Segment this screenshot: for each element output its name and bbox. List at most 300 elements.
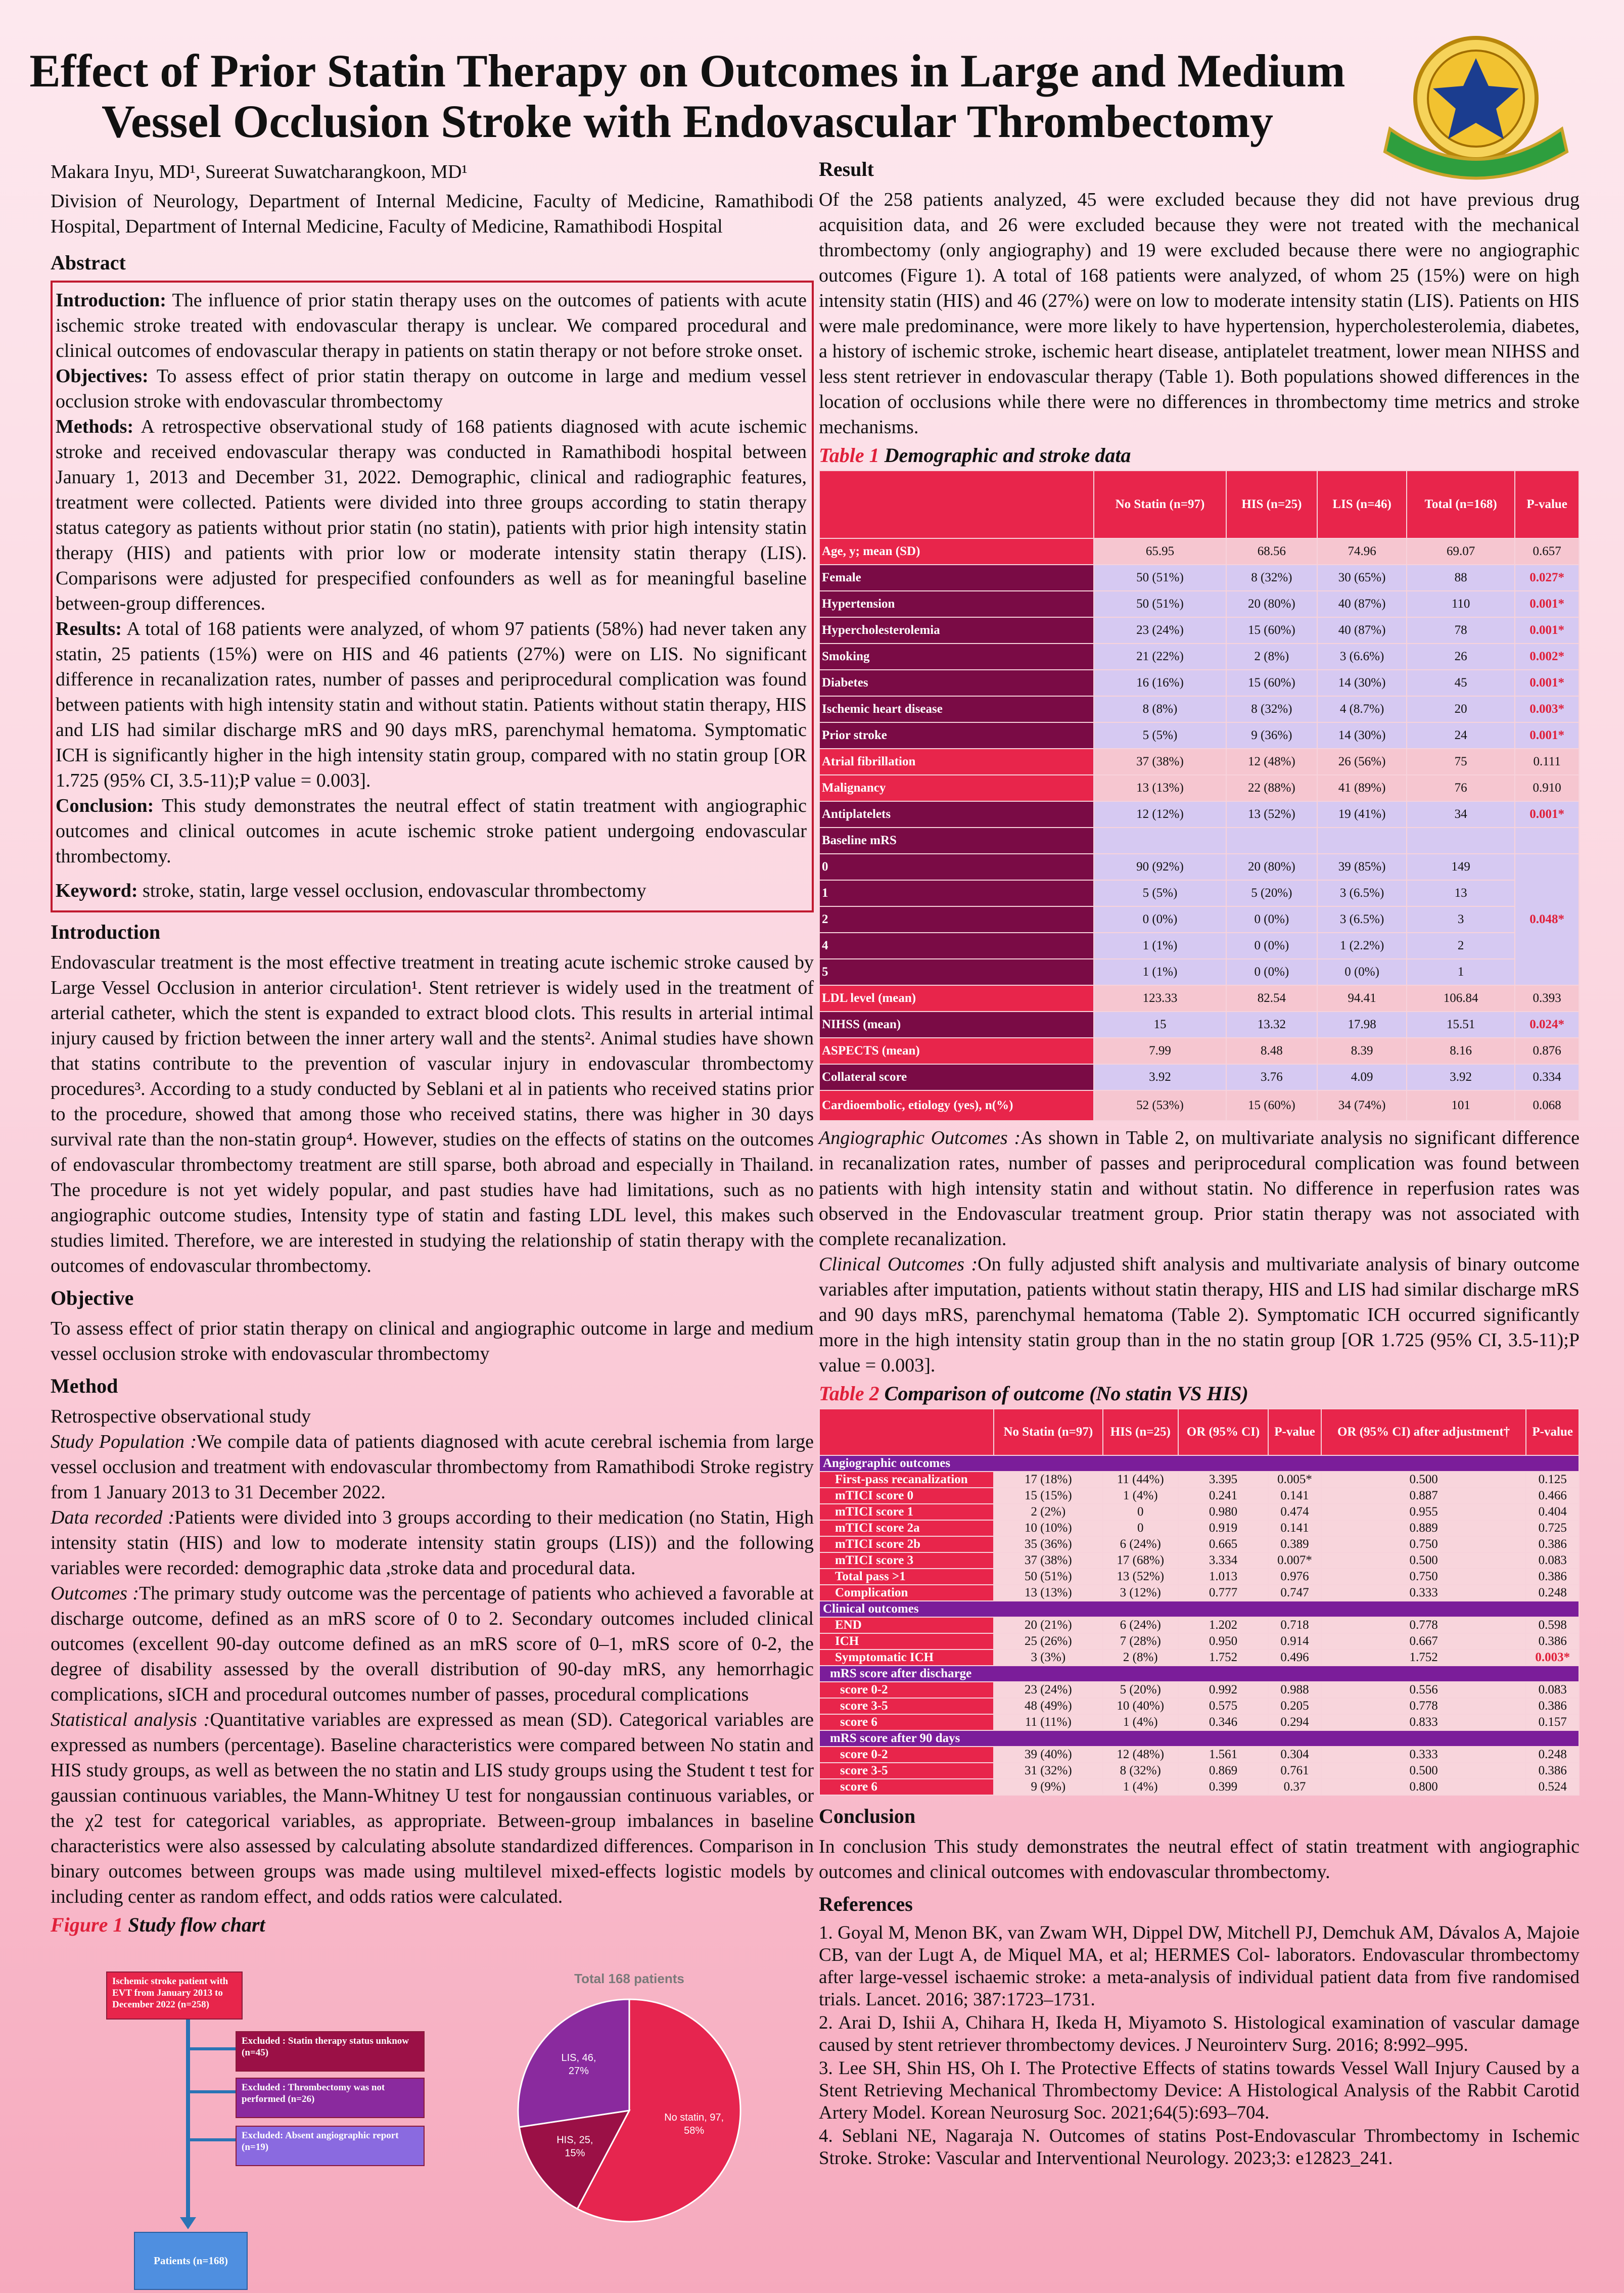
section-title: mRS score after discharge (819, 1666, 1579, 1682)
table-row (819, 801, 1579, 828)
table-cell: 16 (16%) (1094, 670, 1226, 696)
table-cell: 39 (40%) (994, 1747, 1103, 1763)
table-row (819, 1682, 1579, 1698)
table2-header-cell: P-value (1526, 1409, 1579, 1455)
table-cell: 15 (60%) (1226, 670, 1318, 696)
row-label: mTICI score 2a (819, 1520, 994, 1536)
row-label: Baseline mRS (819, 828, 1094, 854)
table-cell: 24 (1407, 722, 1515, 749)
table-cell: 3 (1407, 906, 1515, 933)
table-cell: 3 (6.5%) (1317, 880, 1407, 906)
table-cell: 0 (0%) (1226, 906, 1318, 933)
introduction-text: Endovascular treatment is the most effective treatment in treating acute ischemic stroke caused by Large Vessel Occlusion in anterior circulation¹. Stent retriever is widely used in the treatment of arterial catheter, which the stent is expanded to extract blood clots. This results in arterial intimal injury caused by friction between the inner artery wall and the stents². Animal studies have shown that statins contribute to the prevention of vascular injury in endovascular thrombectomy procedures³. According to a study conducted by Seblani et al in patients who received statins prior to the procedure, showed that among those who received statins, there was higher in 30 days survival rate than the non-statin group⁴. However, studies on the effects of statins on the outcomes of endovascular thrombectomy treatment are still sparse, both abroad and especially in Thailand. The procedure is not yet widely popular, and past studies have had limitations, such as no angiographic outcome studies, Intensity type of statin and fasting LDL level, this makes such studies limited. Therefore, we are interested in studying the relationship of statin therapy with the outcomes of endovascular thrombectomy. (51, 952, 814, 1276)
right-column (819, 157, 1580, 2171)
table-cell: 0.976 (1268, 1569, 1321, 1585)
row-label: First-pass recanalization (819, 1472, 994, 1488)
row-label: END (819, 1617, 994, 1633)
table-cell: 50 (51%) (1094, 565, 1226, 591)
abstract-results: Results: A total of 168 patients were analyzed, of whom 97 patients (58%) had never taken any statin, 25 patients (15%) were on HIS and 46 patients (27%) were on LIS. No significant difference in recanalization rates, number of passes and periprocedural complication was found between patients with high intensity statin and without statin. Patients without statin therapy, HIS and LIS had similar discharge mRS and 90 days mRS, parenchymal hematoma. Symptomatic ICH is significantly higher in the high intensity statin group, compared with no statin group [OR 1.725 (95% CI, 3.5-11);P value = 0.003]. (56, 618, 807, 791)
p-value-cell: 0.003* (1526, 1649, 1579, 1666)
table-cell: 13 (1407, 880, 1515, 906)
table-row (819, 1552, 1579, 1569)
abstract-conclusion: Conclusion: This study demonstrates the neutral effect of statin treatment with angiographic outcomes and clinical outcomes in acute ischemic stroke patient undergoing endovascular thrombectomy. (56, 795, 807, 867)
table1-header-cell: HIS (n=25) (1226, 471, 1318, 538)
table-cell: 3 (6.6%) (1317, 644, 1407, 670)
table-cell: 0.141 (1268, 1488, 1321, 1504)
table-cell: 68.56 (1226, 538, 1318, 565)
table-row (819, 591, 1579, 617)
flow-excluded-statin-box: Excluded : Statin therapy status unknow (n=45) (236, 2031, 425, 2072)
flow-start-box: Ischemic stroke patient with EVT from January 2013 to December 2022 (n=258) (106, 1971, 243, 2020)
table-cell: 17 (18%) (994, 1472, 1103, 1488)
table-cell: 20 (21%) (994, 1617, 1103, 1633)
table2-header-cell: HIS (n=25) (1103, 1409, 1178, 1455)
table-cell: 17.98 (1317, 1012, 1407, 1038)
table-row (819, 775, 1579, 801)
table-cell: 0.955 (1321, 1504, 1526, 1520)
table-cell: 0.007* (1268, 1552, 1321, 1569)
table-row (819, 1585, 1579, 1601)
table-row (819, 959, 1579, 985)
table-cell: 0.667 (1321, 1633, 1526, 1649)
row-label: 5 (819, 959, 1094, 985)
table-cell: 88 (1407, 565, 1515, 591)
table-cell: 3 (6.5%) (1317, 906, 1407, 933)
table-cell: 0.887 (1321, 1488, 1526, 1504)
flow-branch-1 (190, 2047, 236, 2050)
table-cell: 8.39 (1317, 1038, 1407, 1064)
table-cell: 78 (1407, 617, 1515, 644)
table-row (819, 1698, 1579, 1714)
table-cell: 20 (80%) (1226, 854, 1318, 880)
left-column (51, 159, 814, 1940)
row-label: Atrial fibrillation (819, 749, 1094, 775)
table1-caption: Table 1 Demographic and stroke data (819, 444, 1131, 467)
table-cell: 12 (12%) (1094, 801, 1226, 828)
row-label: score 3-5 (819, 1763, 994, 1779)
p-value-cell: 0.157 (1526, 1714, 1579, 1730)
table-cell: 0.800 (1321, 1779, 1526, 1795)
table1-header-cell: No Statin (n=97) (1094, 471, 1226, 538)
table-cell: 50 (51%) (994, 1569, 1103, 1585)
row-label: Hypercholesterolemia (819, 617, 1094, 644)
flow-branch-3 (190, 2138, 236, 2141)
table-row (819, 1064, 1579, 1090)
p-value-cell: 0.024* (1515, 1012, 1579, 1038)
table-cell: 26 (56%) (1317, 749, 1407, 775)
row-label: Hypertension (819, 591, 1094, 617)
pie-label: No statin, 97, 58% (664, 2112, 724, 2136)
abstract-methods: Methods: A retrospective observational study of 168 patients diagnosed with acute ischemic stroke and received endovascular therapy was conducted in Ramathibodi hospital between January 1, 2013 and December 31, 2022. Demographic, clinical and radiographic features, treatment were collected. Patients were divided into three groups according to statin therapy status category as patients without prior statin (no statin), patients with prior high intensity statin therapy (HIS) and patients with prior low or moderate intensity statin therapy (LIS). Comparisons were adjusted for prespecified confounders as well as for meaningful baseline between-group differences. (56, 416, 807, 614)
row-label: 4 (819, 933, 1094, 959)
table-cell: 0 (0%) (1094, 906, 1226, 933)
introduction-heading: Introduction (51, 921, 161, 943)
table-cell: 40 (87%) (1317, 617, 1407, 644)
table-cell: 10 (10%) (994, 1520, 1103, 1536)
table-row (819, 1520, 1579, 1536)
table-row (819, 1504, 1579, 1520)
table-cell: 75 (1407, 749, 1515, 775)
row-label: Ischemic heart disease (819, 696, 1094, 722)
table-cell (1226, 828, 1318, 854)
table-row (819, 880, 1579, 906)
table-cell: 20 (80%) (1226, 591, 1318, 617)
table-cell: 34 (1407, 801, 1515, 828)
table-cell: 13 (52%) (1103, 1569, 1178, 1585)
table-cell: 0.500 (1321, 1552, 1526, 1569)
table-cell (1515, 828, 1579, 854)
row-label: ICH (819, 1633, 994, 1649)
table-cell: 0.750 (1321, 1569, 1526, 1585)
table-cell: 3.92 (1094, 1064, 1226, 1090)
table-cell: 0.761 (1268, 1763, 1321, 1779)
row-label: 2 (819, 906, 1094, 933)
table-row (819, 1569, 1579, 1585)
table-section-row (819, 1455, 1579, 1472)
table-cell: 1 (1407, 959, 1515, 985)
table-row (819, 1779, 1579, 1795)
table-cell: 45 (1407, 670, 1515, 696)
authors: Makara Inyu, MD¹, Sureerat Suwatcharangkoon, MD¹ (51, 161, 468, 182)
pie-label: LIS, 46, 27% (561, 2052, 596, 2077)
table-row (819, 538, 1579, 565)
row-label: score 0-2 (819, 1682, 994, 1698)
table-cell (1407, 828, 1515, 854)
reference-item: 4. Seblani NE, Nagaraja N. Outcomes of statins Post-Endovascular Thrombectomy in Ischemic Stroke. Stroke: Vascular and Interventional Neurology. 2023;3: e12823_241. (819, 2126, 1580, 2169)
table-cell: 12 (48%) (1226, 749, 1318, 775)
table-cell: 34 (74%) (1317, 1090, 1407, 1121)
table-section-row (819, 1730, 1579, 1747)
table2-header-cell (819, 1409, 994, 1455)
table2-header-cell: P-value (1268, 1409, 1321, 1455)
angiographic-outcomes-text: Angiographic Outcomes :As shown in Table 2, on multivariate analysis no significant difference in recanalization rates, number of passes and periprocedural complication was found between patients with high intensity statin and without statin. No difference in reperfusion rates was observed in the Endovascular treatment group. Prior statin therapy was not associated with complete recanalization. (819, 1127, 1580, 1250)
table-cell: 0.389 (1268, 1536, 1321, 1552)
p-value-cell: 0.404 (1526, 1504, 1579, 1520)
flow-excluded-angiographic-box: Excluded: Absent angiographic report (n=19) (236, 2126, 425, 2166)
table-cell: 74.96 (1317, 538, 1407, 565)
table-section-row (819, 1601, 1579, 1617)
reference-item: 3. Lee SH, Shin HS, Oh I. The Protective Effects of statins towards Vessel Wall Injury Caused by a Stent Retrieving Mechanical Thrombectomy Device: A Histological Analysis of the Rabbit Carotid Artery Model. Korean Neurosurg Soc. 2021;64(5):693–704. (819, 2058, 1580, 2123)
row-label: score 6 (819, 1779, 994, 1795)
p-value-cell: 0.386 (1526, 1536, 1579, 1552)
table-cell: 1 (2.2%) (1317, 933, 1407, 959)
table-cell: 25 (26%) (994, 1633, 1103, 1649)
p-value-cell: 0.876 (1515, 1038, 1579, 1064)
p-value-cell: 0.003* (1515, 696, 1579, 722)
table-cell: 0.575 (1178, 1698, 1268, 1714)
abstract-introduction: Introduction: The influence of prior statin therapy uses on the outcomes of patients with acute ischemic stroke treated with endovascular therapy is unclear. We compared procedural and clinical outcomes of endovascular therapy in patients on statin therapy or not before stroke onset. (56, 290, 807, 361)
table-cell: 23 (24%) (1094, 617, 1226, 644)
table-cell: 3 (12%) (1103, 1585, 1178, 1601)
reference-item: 2. Arai D, Ishii A, Chihara H, Ikeda H, Miyamoto S. Histological examination of vascular damage caused by stent retriever thrombectomy devices. J Neurointerv Surg. 2016; 8:992–995. (819, 2012, 1580, 2055)
table-cell: 37 (38%) (994, 1552, 1103, 1569)
table-cell: 11 (44%) (1103, 1472, 1178, 1488)
section-title: Angiographic outcomes (819, 1455, 1579, 1472)
table-cell: 4.09 (1317, 1064, 1407, 1090)
table-row (819, 1714, 1579, 1730)
table-cell: 0.500 (1321, 1472, 1526, 1488)
p-value-cell: 0.068 (1515, 1090, 1579, 1121)
p-value-cell: 0.001* (1515, 801, 1579, 828)
table-cell: 0.333 (1321, 1747, 1526, 1763)
method-data: Data recorded :Patients were divided into 3 groups according to their medication (no Statin, High intensity statin (HIS) and low to moderate intensity statin groups (LIS)) and the following variables were recorded: demographic data ,stroke data and procedural data. (51, 1507, 814, 1579)
table-cell: 9 (9%) (994, 1779, 1103, 1795)
row-label: Symptomatic ICH (819, 1649, 994, 1666)
table-row (819, 828, 1579, 854)
table-cell: 23 (24%) (994, 1682, 1103, 1698)
table-cell: 3.76 (1226, 1064, 1318, 1090)
table-cell: 3 (3%) (994, 1649, 1103, 1666)
abstract-objectives: Objectives: To assess effect of prior statin therapy on outcome in large and medium vessel occlusion stroke with endovascular thrombectomy (56, 365, 807, 412)
abstract-box (51, 281, 814, 912)
table-row (819, 617, 1579, 644)
p-value-cell: 0.001* (1515, 591, 1579, 617)
table-cell: 1.752 (1321, 1649, 1526, 1666)
outcome-comparison-table (819, 1408, 1580, 1796)
table-cell: 90 (92%) (1094, 854, 1226, 880)
p-value-cell: 0.334 (1515, 1064, 1579, 1090)
row-label: mTICI score 1 (819, 1504, 994, 1520)
p-value-cell: 0.248 (1526, 1747, 1579, 1763)
title-line-1: Effect of Prior Statin Therapy on Outcomes in Large and Medium (29, 45, 1345, 97)
table-cell: 4 (8.7%) (1317, 696, 1407, 722)
table-row (819, 1617, 1579, 1633)
method-outcomes: Outcomes :The primary study outcome was the percentage of patients who achieved a favorable at discharge outcome, defined as an mRS score of 0 to 2. Secondary outcomes included clinical outcomes (excellent 90-day outcome defined as an mRS score of 0–1, mRS score of 0-2, the degree of disability assessed by the overall distribution of 90-day mRS, any hemorrhagic complications, sICH and procedural outcomes number of passes, procedural complications (51, 1583, 814, 1705)
table-cell: 0.980 (1178, 1504, 1268, 1520)
table-cell: 8 (8%) (1094, 696, 1226, 722)
reference-item: 1. Goyal M, Menon BK, van Zwam WH, Dippel DW, Mitchell PJ, Demchuk AM, Dávalos A, Majoie CB, van der Lugt A, de Miquel MA, et al; HERMES Col- laborators. Endovascular thrombectomy after large-vessel ischaemic stroke: a meta-analysis of individual patient data from five randomised trials. Lancet. 2016; 387:1723–1731. (819, 1922, 1580, 2010)
p-value-cell: 0.083 (1526, 1682, 1579, 1698)
method-statistics: Statistical analysis :Quantitative variables are expressed as mean (SD). Categorical variables are expressed as numbers (percentage). Baseline characteristics were compared between No statin and HIS study groups, as well as between the no statin and LIS study groups using the Student t test for gaussian continuous variables, the Mann-Whitney U test for nongaussian continuous variables, or the χ2 test for categorical variables, as appropriate. Between-group imbalances in baseline characteristics were also assessed by calculating absolute standardized differences. Comparison in binary outcomes between groups was made using multilevel mixed-effects logistic models by including center as random effect, and odds ratios were calculated. (51, 1709, 814, 1907)
table-cell: 110 (1407, 591, 1515, 617)
table-cell: 14 (30%) (1317, 670, 1407, 696)
table-cell: 21 (22%) (1094, 644, 1226, 670)
table-cell: 1.561 (1178, 1747, 1268, 1763)
table-row (819, 1038, 1579, 1064)
table-cell: 11 (11%) (994, 1714, 1103, 1730)
table-cell: 35 (36%) (994, 1536, 1103, 1552)
table-row (819, 1488, 1579, 1504)
table-cell (1317, 828, 1407, 854)
references-heading: References (819, 1893, 913, 1915)
method-design: Retrospective observational study (51, 1406, 311, 1427)
table2-header-cell: No Statin (n=97) (994, 1409, 1103, 1455)
table-cell (1094, 828, 1226, 854)
table-cell: 6 (24%) (1103, 1617, 1178, 1633)
table-cell: 94.41 (1317, 985, 1407, 1012)
p-value-cell: 0.393 (1515, 985, 1579, 1012)
table-cell: 19 (41%) (1317, 801, 1407, 828)
row-label: Cardioembolic, etiology (yes), n(%) (819, 1090, 1094, 1121)
table-cell: 0.869 (1178, 1763, 1268, 1779)
table-cell: 15 (60%) (1226, 617, 1318, 644)
flow-end-box: Patients (n=168) (134, 2232, 248, 2290)
table-section-row (819, 1666, 1579, 1682)
study-flow-chart (51, 1971, 814, 2267)
flow-trunk-line (186, 2020, 190, 2219)
table-cell: 0.889 (1321, 1520, 1526, 1536)
table-cell: 14 (30%) (1317, 722, 1407, 749)
p-value-cell: 0.083 (1526, 1552, 1579, 1569)
table-cell: 3.334 (1178, 1552, 1268, 1569)
result-text: Of the 258 patients analyzed, 45 were excluded because they did not have previous drug acquisition data, and 26 were excluded because they were not treated with the mechanical thrombectomy (only angiography) and 19 were excluded because there were no angiographic outcomes (Figure 1). A total of 168 patients were analyzed, of whom 25 (15%) were on high intensity statin (HIS) and 46 (27%) were on low to moderate intensity statin (LIS). Patients on HIS were male predominance, were more likely to have hypertension, hypercholesterolemia, diabetes, a history of ischemic stroke, ischemic heart disease, antiplatelet treatment, lower mean NIHSS and less stent retriever in endovascular therapy (Table 1). Both populations showed differences in the location of occlusions while there were no differences in thrombectomy time metrics and stroke mechanisms. (819, 189, 1580, 438)
table-cell: 0.665 (1178, 1536, 1268, 1552)
p-value-cell: 0.386 (1526, 1569, 1579, 1585)
table-cell: 20 (1407, 696, 1515, 722)
row-label: mTICI score 2b (819, 1536, 994, 1552)
table-cell: 76 (1407, 775, 1515, 801)
table-cell: 0.346 (1178, 1714, 1268, 1730)
p-value-cell: 0.027* (1515, 565, 1579, 591)
table-cell: 2 (2%) (994, 1504, 1103, 1520)
table-cell: 0.37 (1268, 1779, 1321, 1795)
table-cell: 8 (32%) (1103, 1763, 1178, 1779)
table-cell: 1 (1%) (1094, 959, 1226, 985)
affiliation: Division of Neurology, Department of Internal Medicine, Faculty of Medicine, Ramathibodi Hospital, Department of Internal Medicine, Faculty of Medicine, Ramathibodi Hospital (51, 191, 814, 237)
table2-caption: Table 2 Comparison of outcome (No statin VS HIS) (819, 1382, 1248, 1405)
table-cell: 13 (13%) (1094, 775, 1226, 801)
table-row (819, 1649, 1579, 1666)
table-cell: 15 (15%) (994, 1488, 1103, 1504)
table1-header-cell: LIS (n=46) (1317, 471, 1407, 538)
table-cell: 5 (20%) (1103, 1682, 1178, 1698)
table-cell: 0 (0%) (1226, 959, 1318, 985)
table-cell: 69.07 (1407, 538, 1515, 565)
p-value-cell: 0.386 (1526, 1698, 1579, 1714)
table-row (819, 985, 1579, 1012)
table-cell: 1.752 (1178, 1649, 1268, 1666)
table-cell: 1 (1%) (1094, 933, 1226, 959)
table-cell: 8.16 (1407, 1038, 1515, 1064)
table-cell: 0.750 (1321, 1536, 1526, 1552)
figure1-caption: Figure 1 Study flow chart (51, 1913, 265, 1936)
table-row (819, 1633, 1579, 1649)
table-cell: 1 (4%) (1103, 1714, 1178, 1730)
row-label: score 6 (819, 1714, 994, 1730)
result-heading: Result (819, 158, 874, 180)
references-list (819, 1922, 1580, 2170)
table-row (819, 1090, 1579, 1121)
table-cell: 0 (1103, 1504, 1178, 1520)
table-cell: 50 (51%) (1094, 591, 1226, 617)
table-cell: 82.54 (1226, 985, 1318, 1012)
table-cell: 13 (52%) (1226, 801, 1318, 828)
p-value-cell: 0.002* (1515, 644, 1579, 670)
table-row (819, 670, 1579, 696)
flow-arrow-head (180, 2217, 196, 2229)
section-title: Clinical outcomes (819, 1601, 1579, 1617)
table-cell: 101 (1407, 1090, 1515, 1121)
table2-header-cell: OR (95% CI) after adjustment† (1321, 1409, 1526, 1455)
table-cell: 65.95 (1094, 538, 1226, 565)
row-label: Total pass >1 (819, 1569, 994, 1585)
p-value-cell: 0.725 (1526, 1520, 1579, 1536)
table-cell: 7 (28%) (1103, 1633, 1178, 1649)
table-cell: 12 (48%) (1103, 1747, 1178, 1763)
table-cell: 0.205 (1268, 1698, 1321, 1714)
table-cell: 8 (32%) (1226, 696, 1318, 722)
title-line-2: Vessel Occlusion Stroke with Endovascular Thrombectomy (101, 96, 1274, 147)
table-cell: 0.988 (1268, 1682, 1321, 1698)
table-cell: 1.013 (1178, 1569, 1268, 1585)
table-cell: 0.833 (1321, 1714, 1526, 1730)
table-row (819, 1536, 1579, 1552)
table-cell: 0 (0%) (1317, 959, 1407, 985)
row-label: Smoking (819, 644, 1094, 670)
p-value-cell: 0.657 (1515, 538, 1579, 565)
table-cell: 0.496 (1268, 1649, 1321, 1666)
row-label: Malignancy (819, 775, 1094, 801)
row-label: Prior stroke (819, 722, 1094, 749)
table-cell: 0.333 (1321, 1585, 1526, 1601)
table-cell: 0 (0%) (1226, 933, 1318, 959)
p-value-cell: 0.386 (1526, 1763, 1579, 1779)
table-cell: 3.395 (1178, 1472, 1268, 1488)
table-cell: 40 (87%) (1317, 591, 1407, 617)
table-cell: 26 (1407, 644, 1515, 670)
table-cell: 6 (24%) (1103, 1536, 1178, 1552)
table-row (819, 1763, 1579, 1779)
p-value-cell: 0.001* (1515, 617, 1579, 644)
p-value-cell: 0.524 (1526, 1779, 1579, 1795)
table-cell: 0.777 (1178, 1585, 1268, 1601)
table-cell: 0.005* (1268, 1472, 1321, 1488)
table-cell: 15 (60%) (1226, 1090, 1318, 1121)
table-row (819, 906, 1579, 933)
table-cell: 37 (38%) (1094, 749, 1226, 775)
p-value-cell: 0.598 (1526, 1617, 1579, 1633)
demographic-table (819, 470, 1580, 1121)
table-cell: 0.778 (1321, 1617, 1526, 1633)
row-label: LDL level (mean) (819, 985, 1094, 1012)
p-value-cell: 0.001* (1515, 670, 1579, 696)
table-cell: 0.914 (1268, 1633, 1321, 1649)
table-cell: 0.399 (1178, 1779, 1268, 1795)
table-cell: 2 (1407, 933, 1515, 959)
table-cell: 0.141 (1268, 1520, 1321, 1536)
table-cell: 13 (13%) (994, 1585, 1103, 1601)
table-cell: 13.32 (1226, 1012, 1318, 1038)
p-value-cell: 0.001* (1515, 722, 1579, 749)
table-cell: 3.92 (1407, 1064, 1515, 1090)
table-cell: 149 (1407, 854, 1515, 880)
table-cell: 8 (32%) (1226, 565, 1318, 591)
table-cell: 31 (32%) (994, 1763, 1103, 1779)
table-cell: 7.99 (1094, 1038, 1226, 1064)
table-cell: 48 (49%) (994, 1698, 1103, 1714)
row-label: score 3-5 (819, 1698, 994, 1714)
table-row (819, 933, 1579, 959)
table-cell: 5 (5%) (1094, 880, 1226, 906)
row-label: Collateral score (819, 1064, 1094, 1090)
table1-header-cell (819, 471, 1094, 538)
table2-header-cell: OR (95% CI) (1178, 1409, 1268, 1455)
table-cell: 22 (88%) (1226, 775, 1318, 801)
method-heading: Method (51, 1374, 118, 1397)
row-label: Complication (819, 1585, 994, 1601)
table-cell: 15 (1094, 1012, 1226, 1038)
table-row (819, 722, 1579, 749)
table-cell: 0 (1103, 1520, 1178, 1536)
p-value-cell: 0.111 (1515, 749, 1579, 775)
p-value-cell: 0.910 (1515, 775, 1579, 801)
table-cell: 30 (65%) (1317, 565, 1407, 591)
row-label: Diabetes (819, 670, 1094, 696)
table-cell: 123.33 (1094, 985, 1226, 1012)
table-cell: 8.48 (1226, 1038, 1318, 1064)
clinical-outcomes-text: Clinical Outcomes :On fully adjusted shift analysis and multivariate analysis of binary outcome variables after imputation, patients without statin therapy, HIS and LIS had similar discharge mRS and 90 days mRS, parenchymal hematoma (Table 2). Symptomatic ICH occurred significantly more in the high intensity statin group than in the no statin group [OR 1.725 (95% CI, 3.5-11);P value = 0.003]. (819, 1254, 1580, 1376)
objective-heading: Objective (51, 1287, 134, 1309)
